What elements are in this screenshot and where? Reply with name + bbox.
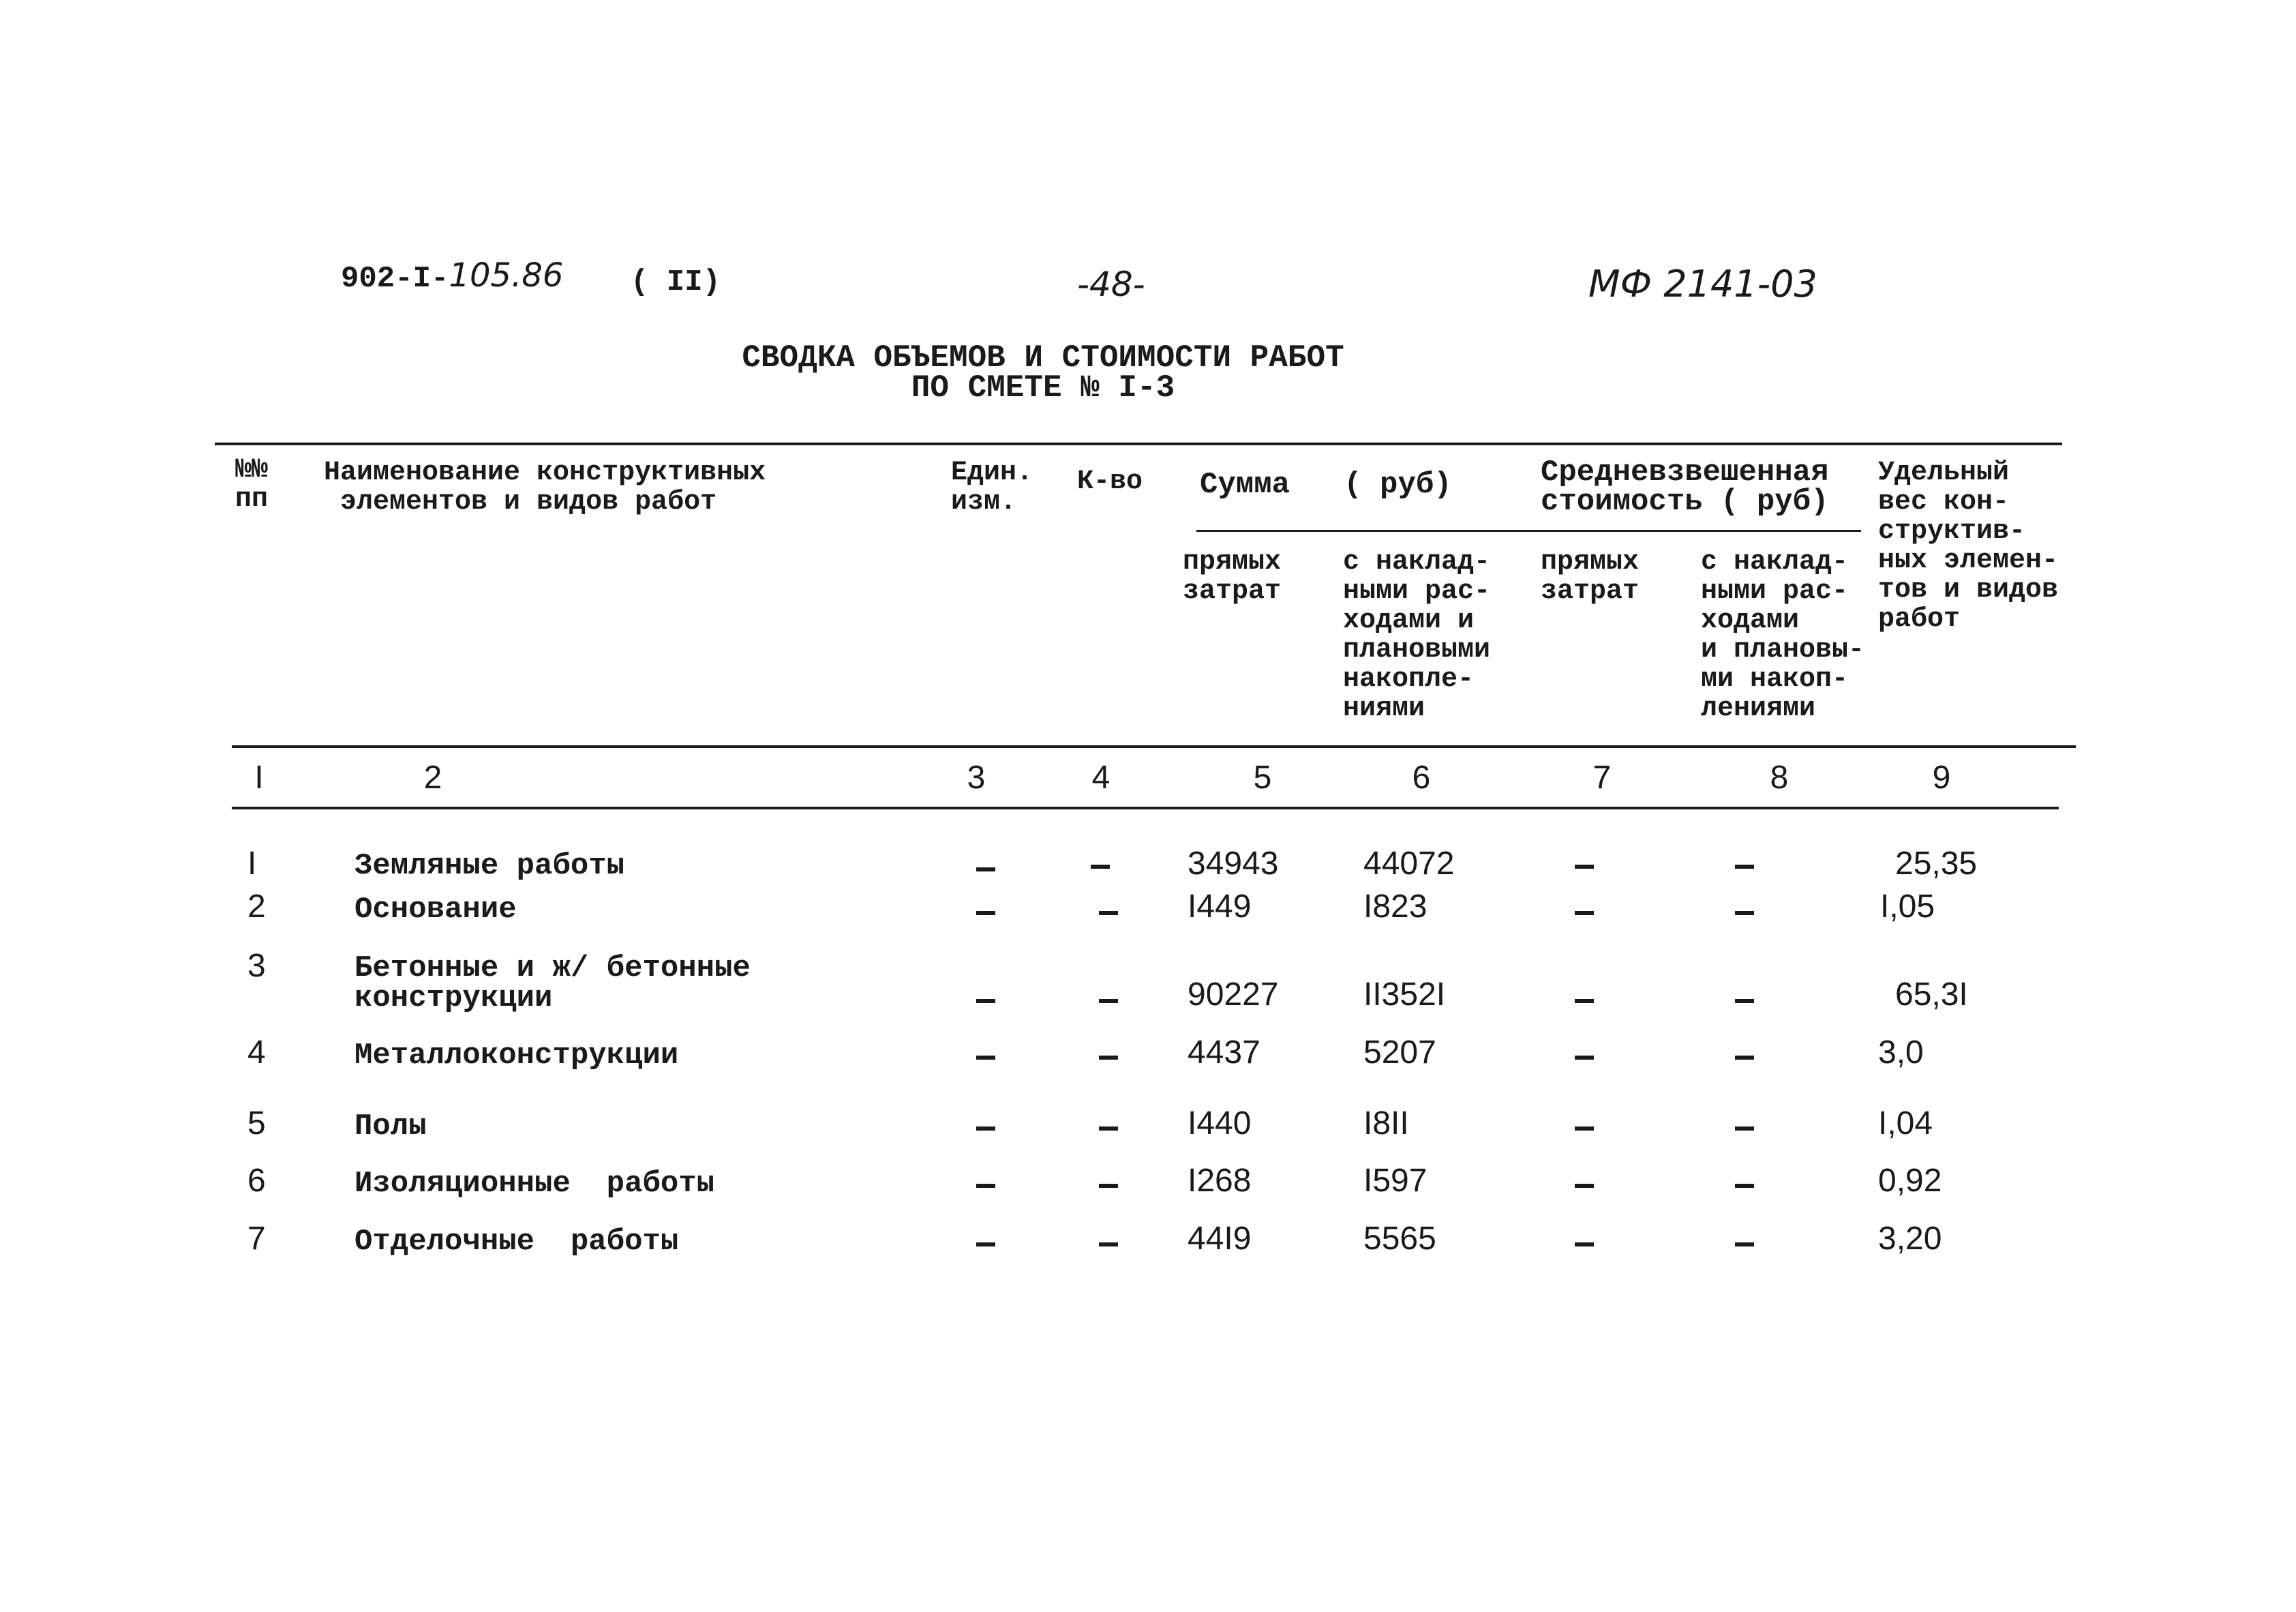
sum-overhead: 5207 bbox=[1363, 1034, 1436, 1071]
header-avg-direct: прямых затрат bbox=[1541, 547, 1640, 607]
header-weight: Удельный вес кон- структив- ных элемен- тов и видов работ bbox=[1878, 458, 2059, 635]
row-number: I bbox=[247, 846, 257, 882]
sum-overhead: 5565 bbox=[1363, 1221, 1436, 1257]
column-numbers-rule bbox=[232, 807, 2059, 809]
unit-empty-dash bbox=[976, 1184, 995, 1188]
unit-empty-dash bbox=[976, 1126, 995, 1131]
qty-empty-dash bbox=[1099, 1126, 1118, 1131]
header-avg-overhead: с наклад- ными рас- ходами и плановы- ми накоп- лениями bbox=[1701, 547, 1865, 724]
header-bottom-rule bbox=[232, 745, 2076, 748]
header-qty: К-во bbox=[1077, 466, 1143, 497]
avg-direct-empty-dash bbox=[1575, 999, 1594, 1003]
unit-empty-dash bbox=[976, 1242, 995, 1247]
avg-direct-empty-dash bbox=[1575, 1056, 1594, 1060]
sum-overhead: II352I bbox=[1363, 976, 1446, 1013]
avg-overhead-empty-dash bbox=[1735, 1184, 1754, 1188]
row-name: Изоляционные работы bbox=[354, 1167, 715, 1201]
title-line-1: СВОДКА ОБЪЕМОВ И СТОИМОСТИ РАБОТ bbox=[742, 340, 1344, 376]
row-name: Отделочные работы bbox=[354, 1225, 679, 1259]
unit-empty-dash bbox=[976, 867, 995, 871]
avg-direct-empty-dash bbox=[1575, 911, 1594, 915]
avg-overhead-empty-dash bbox=[1735, 911, 1754, 915]
header-sum-direct: прямых затрат bbox=[1183, 547, 1282, 607]
column-number: 5 bbox=[1253, 760, 1272, 796]
sum-direct: I440 bbox=[1188, 1105, 1252, 1141]
row-number: 6 bbox=[247, 1163, 266, 1199]
weight: 3,20 bbox=[1878, 1221, 1942, 1257]
sum-overhead: 44072 bbox=[1363, 846, 1455, 882]
column-number: 2 bbox=[423, 760, 442, 796]
document-title bbox=[600, 340, 1486, 406]
table-top-rule bbox=[215, 443, 2062, 445]
sum-overhead: I823 bbox=[1363, 889, 1428, 925]
qty-empty-dash bbox=[1099, 1184, 1118, 1188]
qty-empty-dash bbox=[1099, 911, 1118, 915]
weight: I,04 bbox=[1878, 1105, 1933, 1141]
row-number: 3 bbox=[247, 948, 266, 984]
column-number: 8 bbox=[1770, 760, 1789, 796]
qty-empty-dash bbox=[1091, 865, 1110, 869]
document-code-printed: 902-I- bbox=[341, 262, 449, 296]
column-number: 4 bbox=[1091, 760, 1111, 796]
qty-empty-dash bbox=[1099, 999, 1118, 1003]
avg-overhead-empty-dash bbox=[1735, 865, 1754, 869]
row-name: Основание bbox=[354, 893, 517, 927]
row-name: Металлоконструкции bbox=[354, 1039, 679, 1073]
qty-empty-dash bbox=[1099, 1242, 1118, 1247]
avg-overhead-empty-dash bbox=[1735, 1126, 1754, 1131]
weight: 3,0 bbox=[1878, 1034, 1924, 1071]
sum-direct: 90227 bbox=[1188, 976, 1279, 1013]
header-avg-group: Средневзвешенная стоимость ( руб) bbox=[1541, 456, 1829, 519]
weight: 25,35 bbox=[1895, 846, 1978, 882]
page-number: -48- bbox=[1077, 265, 1145, 304]
row-number: 4 bbox=[247, 1034, 266, 1071]
sum-group-rule bbox=[1196, 530, 1861, 532]
sum-direct: 44I9 bbox=[1188, 1221, 1252, 1257]
sum-direct: I449 bbox=[1188, 889, 1252, 925]
avg-overhead-empty-dash bbox=[1735, 1056, 1754, 1060]
avg-direct-empty-dash bbox=[1575, 1242, 1594, 1247]
row-name: Земляные работы bbox=[354, 849, 625, 883]
row-number: 7 bbox=[247, 1221, 266, 1257]
avg-overhead-empty-dash bbox=[1735, 1242, 1754, 1247]
qty-empty-dash bbox=[1099, 1056, 1118, 1060]
header-name: Наименование конструктивных элементов и видов работ bbox=[324, 458, 766, 518]
row-name: Бетонные и ж/ бетонные конструкции bbox=[354, 951, 751, 1015]
sum-overhead: I597 bbox=[1363, 1163, 1428, 1199]
title-line-2: ПО СМЕТЕ № I-3 bbox=[911, 370, 1175, 406]
unit-empty-dash bbox=[976, 1056, 995, 1060]
sum-direct: I268 bbox=[1188, 1163, 1252, 1199]
weight: 0,92 bbox=[1878, 1163, 1942, 1199]
header-unit: Един. изм. bbox=[951, 458, 1033, 518]
unit-empty-dash bbox=[976, 911, 995, 915]
weight: I,05 bbox=[1880, 889, 1935, 925]
document-code-handwritten: 105.86 bbox=[449, 256, 564, 295]
sum-overhead: I8II bbox=[1363, 1105, 1409, 1141]
unit-empty-dash bbox=[976, 999, 995, 1003]
weight: 65,3I bbox=[1895, 976, 1968, 1013]
document-code bbox=[341, 256, 564, 296]
avg-direct-empty-dash bbox=[1575, 1184, 1594, 1188]
row-number: 5 bbox=[247, 1105, 266, 1141]
column-number: 3 bbox=[967, 760, 986, 796]
avg-overhead-empty-dash bbox=[1735, 999, 1754, 1003]
avg-direct-empty-dash bbox=[1575, 1126, 1594, 1131]
header-num: №№ пп bbox=[235, 455, 269, 515]
header-sum-group: Сумма ( руб) bbox=[1200, 468, 1452, 502]
header-sum-overhead: с наклад- ными рас- ходами и плановыми накопле- ниями bbox=[1343, 547, 1491, 724]
row-name: Полы bbox=[354, 1109, 427, 1144]
column-number: 9 bbox=[1932, 760, 1951, 796]
sum-direct: 4437 bbox=[1188, 1034, 1260, 1071]
sum-direct: 34943 bbox=[1188, 846, 1279, 882]
archive-stamp: МФ 2141-03 bbox=[1588, 263, 1817, 305]
row-number: 2 bbox=[247, 889, 266, 925]
avg-direct-empty-dash bbox=[1575, 865, 1594, 869]
column-number: 6 bbox=[1412, 760, 1431, 796]
column-number: 7 bbox=[1592, 760, 1612, 796]
column-number: I bbox=[254, 760, 264, 796]
part-number: ( II) bbox=[631, 265, 721, 299]
